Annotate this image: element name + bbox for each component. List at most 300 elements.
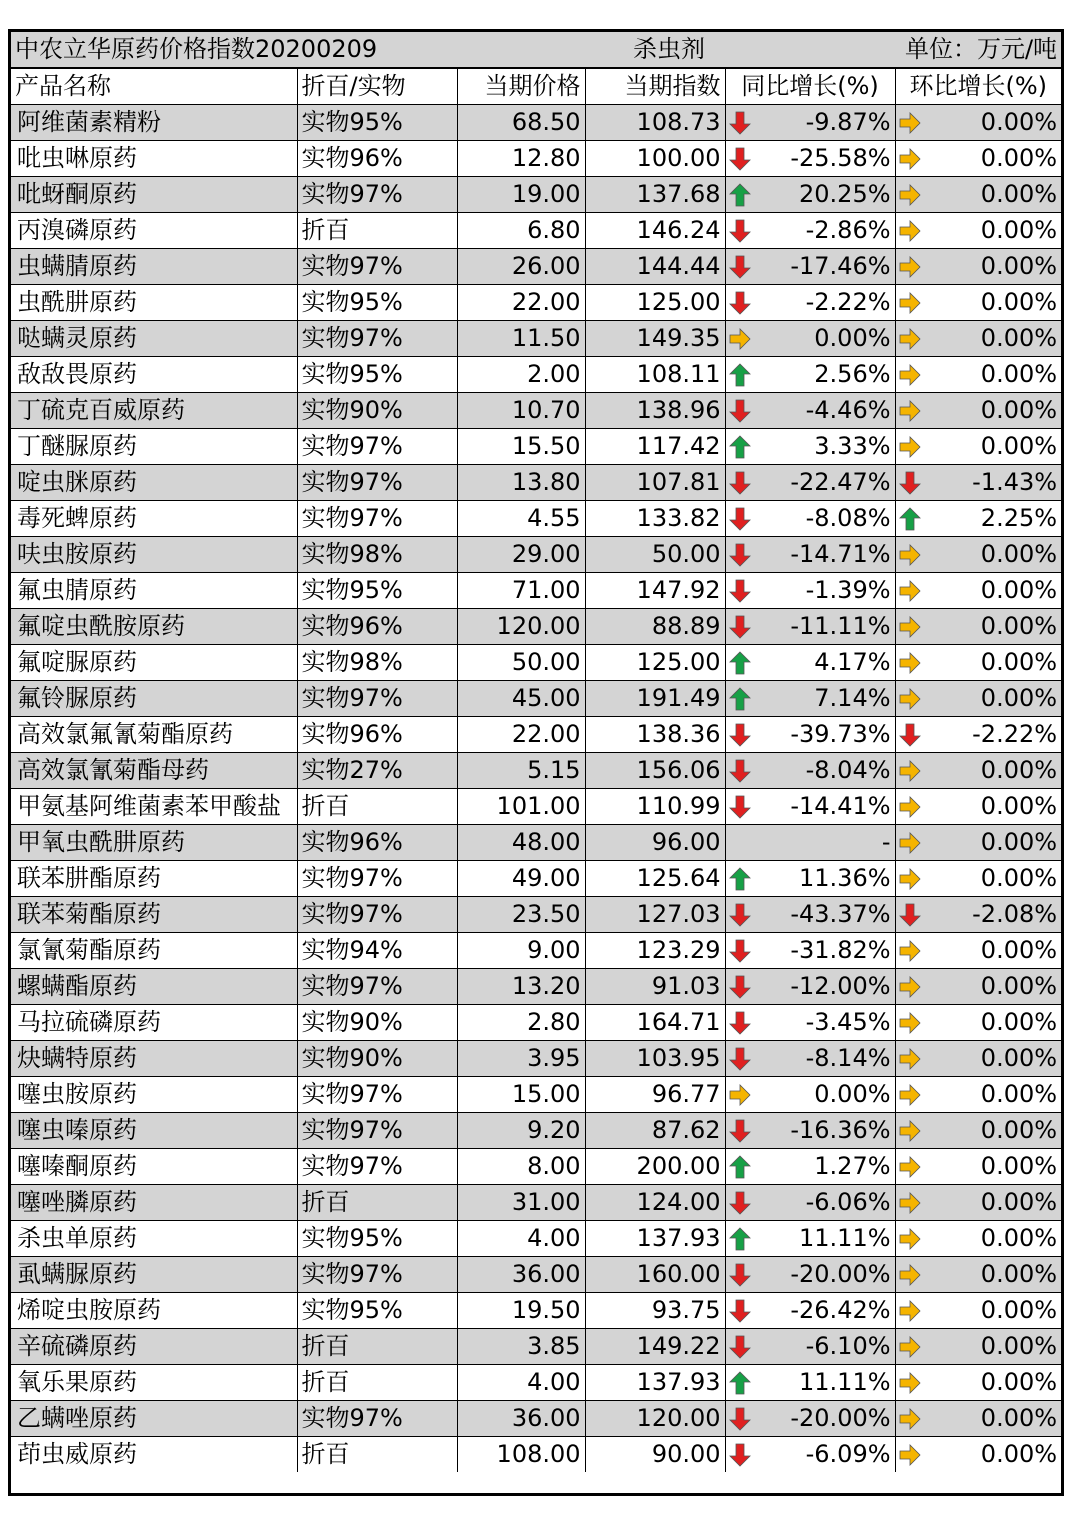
arrow-down-icon <box>725 1293 753 1329</box>
mom-change: 0.00% <box>923 1401 1061 1437</box>
table-row <box>11 1401 1061 1437</box>
arrow-right-icon <box>895 1041 923 1077</box>
current-index: 146.24 <box>585 213 725 249</box>
arrow-down-icon <box>895 897 923 933</box>
current-index: 124.00 <box>585 1185 725 1221</box>
yoy-change: 11.11% <box>753 1221 895 1257</box>
current-index: 149.35 <box>585 321 725 357</box>
current-price: 2.00 <box>457 357 585 393</box>
yoy-change: -25.58% <box>753 141 895 177</box>
product-name: 高效氯氟氰菊酯原药 <box>11 717 297 753</box>
current-price: 15.00 <box>457 1077 585 1113</box>
mom-change: 0.00% <box>923 789 1061 825</box>
arrow-up-icon <box>725 681 753 717</box>
yoy-change: -16.36% <box>753 1113 895 1149</box>
arrow-down-icon <box>725 537 753 573</box>
table-row <box>11 1041 1061 1077</box>
current-price: 26.00 <box>457 249 585 285</box>
arrow-down-icon <box>725 753 753 789</box>
current-index: 147.92 <box>585 573 725 609</box>
table-row <box>11 609 1061 645</box>
arrow-up-icon <box>725 1149 753 1185</box>
product-name: 氟虫腈原药 <box>11 573 297 609</box>
current-index: 137.93 <box>585 1221 725 1257</box>
current-price: 120.00 <box>457 609 585 645</box>
spec: 折百 <box>297 789 457 825</box>
yoy-change: 20.25% <box>753 177 895 213</box>
mom-change: 0.00% <box>923 1185 1061 1221</box>
arrow-right-icon <box>895 1005 923 1041</box>
spec: 实物96% <box>297 825 457 861</box>
product-name: 高效氯氰菊酯母药 <box>11 753 297 789</box>
arrow-right-icon <box>895 1113 923 1149</box>
product-name: 丙溴磷原药 <box>11 213 297 249</box>
spec: 实物97% <box>297 429 457 465</box>
arrow-right-icon <box>895 213 923 249</box>
yoy-change: -12.00% <box>753 969 895 1005</box>
table-row <box>11 897 1061 933</box>
table-row <box>11 933 1061 969</box>
arrow-right-icon <box>895 681 923 717</box>
product-name: 马拉硫磷原药 <box>11 1005 297 1041</box>
yoy-change: -8.14% <box>753 1041 895 1077</box>
current-index: 96.77 <box>585 1077 725 1113</box>
title-row <box>11 32 1061 68</box>
table-row <box>11 1221 1061 1257</box>
yoy-change: -20.00% <box>753 1257 895 1293</box>
table-row <box>11 1365 1061 1401</box>
table-row <box>11 177 1061 213</box>
mom-change: 0.00% <box>923 573 1061 609</box>
spec: 实物96% <box>297 141 457 177</box>
arrow-down-icon <box>895 717 923 753</box>
product-name: 甲氧虫酰肼原药 <box>11 825 297 861</box>
spec: 实物95% <box>297 105 457 141</box>
arrow-down-icon <box>725 285 753 321</box>
spec: 实物97% <box>297 1149 457 1185</box>
yoy-change: -26.42% <box>753 1293 895 1329</box>
current-index: 137.93 <box>585 1365 725 1401</box>
table-row <box>11 789 1061 825</box>
current-index: 191.49 <box>585 681 725 717</box>
product-name: 杀虫单原药 <box>11 1221 297 1257</box>
current-index: 160.00 <box>585 1257 725 1293</box>
product-name: 炔螨特原药 <box>11 1041 297 1077</box>
yoy-change: -4.46% <box>753 393 895 429</box>
yoy-change: -8.04% <box>753 753 895 789</box>
current-price: 36.00 <box>457 1401 585 1437</box>
header-name: 产品名称 <box>11 68 297 105</box>
mom-change: 0.00% <box>923 1149 1061 1185</box>
product-name: 敌敌畏原药 <box>11 357 297 393</box>
spec: 实物96% <box>297 717 457 753</box>
current-index: 138.96 <box>585 393 725 429</box>
spec: 实物27% <box>297 753 457 789</box>
arrow-right-icon <box>895 609 923 645</box>
current-price: 19.00 <box>457 177 585 213</box>
unit-label: 单位：万元/吨 <box>753 32 1061 68</box>
spec: 实物97% <box>297 177 457 213</box>
yoy-change: -39.73% <box>753 717 895 753</box>
product-name: 啶虫脒原药 <box>11 465 297 501</box>
product-name: 虱螨脲原药 <box>11 1257 297 1293</box>
mom-change: 0.00% <box>923 213 1061 249</box>
product-name: 联苯肼酯原药 <box>11 861 297 897</box>
current-price: 48.00 <box>457 825 585 861</box>
current-index: 149.22 <box>585 1329 725 1365</box>
price-index-table <box>8 29 1064 1496</box>
spec: 实物94% <box>297 933 457 969</box>
spec: 实物95% <box>297 573 457 609</box>
current-price: 29.00 <box>457 537 585 573</box>
current-index: 108.73 <box>585 105 725 141</box>
current-price: 13.80 <box>457 465 585 501</box>
spec: 折百 <box>297 213 457 249</box>
mom-change: 0.00% <box>923 933 1061 969</box>
header-yoy: 同比增长(%) <box>725 68 895 105</box>
arrow-right-icon <box>725 1077 753 1113</box>
mom-change: 0.00% <box>923 537 1061 573</box>
product-name: 丁硫克百威原药 <box>11 393 297 429</box>
table-row <box>11 1185 1061 1221</box>
spec: 实物95% <box>297 1293 457 1329</box>
table-row <box>11 321 1061 357</box>
product-name: 辛硫磷原药 <box>11 1329 297 1365</box>
table-row <box>11 501 1061 537</box>
yoy-change: 3.33% <box>753 429 895 465</box>
current-index: 103.95 <box>585 1041 725 1077</box>
current-price: 108.00 <box>457 1437 585 1473</box>
yoy-change: -6.06% <box>753 1185 895 1221</box>
current-index: 87.62 <box>585 1113 725 1149</box>
current-price: 3.85 <box>457 1329 585 1365</box>
spec: 实物95% <box>297 357 457 393</box>
table-row <box>11 1329 1061 1365</box>
table-row <box>11 861 1061 897</box>
product-name: 乙螨唑原药 <box>11 1401 297 1437</box>
product-name: 毒死蜱原药 <box>11 501 297 537</box>
mom-change: 0.00% <box>923 1257 1061 1293</box>
table-row <box>11 105 1061 141</box>
mom-change: 0.00% <box>923 753 1061 789</box>
table-row <box>11 537 1061 573</box>
current-price: 36.00 <box>457 1257 585 1293</box>
arrow-up-icon <box>725 861 753 897</box>
current-price: 3.95 <box>457 1041 585 1077</box>
yoy-change: 11.11% <box>753 1365 895 1401</box>
spec: 实物97% <box>297 897 457 933</box>
current-price: 5.15 <box>457 753 585 789</box>
spec: 实物97% <box>297 1257 457 1293</box>
header-index: 当期指数 <box>585 68 725 105</box>
yoy-change: -2.22% <box>753 285 895 321</box>
header-mom: 环比增长(%) <box>895 68 1061 105</box>
arrow-up-icon <box>725 429 753 465</box>
arrow-down-icon <box>725 1185 753 1221</box>
mom-change: 0.00% <box>923 1077 1061 1113</box>
arrow-right-icon <box>895 753 923 789</box>
product-name: 虫螨腈原药 <box>11 249 297 285</box>
arrow-right-icon <box>895 1185 923 1221</box>
current-index: 125.00 <box>585 285 725 321</box>
mom-change: 2.25% <box>923 501 1061 537</box>
current-price: 71.00 <box>457 573 585 609</box>
current-index: 50.00 <box>585 537 725 573</box>
arrow-up-icon <box>725 1221 753 1257</box>
product-name: 呋虫胺原药 <box>11 537 297 573</box>
spec: 实物90% <box>297 1041 457 1077</box>
header-price: 当期价格 <box>457 68 585 105</box>
mom-change: 0.00% <box>923 1113 1061 1149</box>
product-name: 氧乐果原药 <box>11 1365 297 1401</box>
yoy-change: -1.39% <box>753 573 895 609</box>
current-index: 107.81 <box>585 465 725 501</box>
yoy-change: -14.41% <box>753 789 895 825</box>
arrow-up-icon <box>725 177 753 213</box>
mom-change: 0.00% <box>923 1365 1061 1401</box>
arrow-down-icon <box>725 969 753 1005</box>
arrow-down-icon <box>725 1113 753 1149</box>
arrow-right-icon <box>895 1077 923 1113</box>
product-name: 氟铃脲原药 <box>11 681 297 717</box>
current-price: 19.50 <box>457 1293 585 1329</box>
mom-change: 0.00% <box>923 1005 1061 1041</box>
arrow-right-icon <box>895 1329 923 1365</box>
arrow-down-icon <box>895 465 923 501</box>
arrow-down-icon <box>725 717 753 753</box>
spec: 实物96% <box>297 609 457 645</box>
header-spec: 折百/实物 <box>297 68 457 105</box>
arrow-down-icon <box>725 609 753 645</box>
current-price: 4.00 <box>457 1365 585 1401</box>
current-index: 96.00 <box>585 825 725 861</box>
table-row <box>11 645 1061 681</box>
arrow-down-icon <box>725 249 753 285</box>
arrow-up-icon <box>895 501 923 537</box>
current-index: 133.82 <box>585 501 725 537</box>
current-index: 88.89 <box>585 609 725 645</box>
product-name: 哒螨灵原药 <box>11 321 297 357</box>
yoy-change: -11.11% <box>753 609 895 645</box>
arrow-right-icon <box>895 1293 923 1329</box>
current-price: 9.20 <box>457 1113 585 1149</box>
yoy-change: -3.45% <box>753 1005 895 1041</box>
spec: 实物90% <box>297 1005 457 1041</box>
yoy-change: -17.46% <box>753 249 895 285</box>
yoy-change: -6.10% <box>753 1329 895 1365</box>
product-name: 氯氰菊酯原药 <box>11 933 297 969</box>
product-name: 噻虫嗪原药 <box>11 1113 297 1149</box>
arrow-right-icon <box>895 1221 923 1257</box>
spec: 实物97% <box>297 1113 457 1149</box>
yoy-change: 11.36% <box>753 861 895 897</box>
table-row <box>11 681 1061 717</box>
arrow-down-icon <box>725 1041 753 1077</box>
yoy-change: -6.09% <box>753 1437 895 1473</box>
arrow-right-icon <box>895 357 923 393</box>
arrow-right-icon <box>895 1401 923 1437</box>
mom-change: 0.00% <box>923 1041 1061 1077</box>
arrow-right-icon <box>895 933 923 969</box>
product-name: 螺螨酯原药 <box>11 969 297 1005</box>
current-price: 23.50 <box>457 897 585 933</box>
mom-change: 0.00% <box>923 357 1061 393</box>
current-index: 137.68 <box>585 177 725 213</box>
arrow-down-icon <box>725 897 753 933</box>
spec: 折百 <box>297 1329 457 1365</box>
table-row <box>11 825 1061 861</box>
current-index: 120.00 <box>585 1401 725 1437</box>
arrow-right-icon <box>895 969 923 1005</box>
yoy-change: -9.87% <box>753 105 895 141</box>
mom-change: 0.00% <box>980 1440 1058 1468</box>
arrow-right-icon <box>895 1437 923 1473</box>
yoy-change: 4.17% <box>753 645 895 681</box>
mom-change: 0.00% <box>923 177 1061 213</box>
mom-change: 0.00% <box>923 1329 1061 1365</box>
arrow-right-icon <box>895 1149 923 1185</box>
arrow-down-icon <box>725 213 753 249</box>
arrow-down-icon <box>725 393 753 429</box>
arrow-up-icon <box>725 357 753 393</box>
product-name: 甲氨基阿维菌素苯甲酸盐 <box>11 789 297 825</box>
current-price: 2.80 <box>457 1005 585 1041</box>
yoy-change: -2.86% <box>753 213 895 249</box>
arrow-down-icon <box>725 465 753 501</box>
spec: 实物97% <box>297 465 457 501</box>
current-price: 101.00 <box>457 789 585 825</box>
current-index: 91.03 <box>585 969 725 1005</box>
spec: 实物97% <box>297 321 457 357</box>
arrow-right-icon <box>895 645 923 681</box>
mom-change: 0.00% <box>923 285 1061 321</box>
current-price: 49.00 <box>457 861 585 897</box>
table-row <box>11 1437 1061 1473</box>
yoy-change: -8.08% <box>753 501 895 537</box>
table-row <box>11 357 1061 393</box>
arrow-right-icon <box>725 321 753 357</box>
spec: 实物97% <box>297 969 457 1005</box>
table-row <box>11 1293 1061 1329</box>
product-name: 氟啶脲原药 <box>11 645 297 681</box>
table-row <box>11 393 1061 429</box>
product-name: 噻虫胺原药 <box>11 1077 297 1113</box>
mom-change: 0.00% <box>923 1293 1061 1329</box>
current-price: 11.50 <box>457 321 585 357</box>
current-price: 15.50 <box>457 429 585 465</box>
current-price: 68.50 <box>457 105 585 141</box>
mom-change: -1.43% <box>923 465 1061 501</box>
arrow-down-icon <box>725 789 753 825</box>
mom-change: 0.00% <box>923 321 1061 357</box>
table-row <box>11 1257 1061 1293</box>
report-title: 中农立华原药价格指数20200209 <box>11 32 585 68</box>
arrow-down-icon <box>725 1437 753 1473</box>
arrow-right-icon <box>895 105 923 141</box>
spec: 折百 <box>297 1185 457 1221</box>
arrow-right-icon <box>895 825 923 861</box>
product-name: 联苯菊酯原药 <box>11 897 297 933</box>
yoy-change: -31.82% <box>753 933 895 969</box>
current-price: 12.80 <box>457 141 585 177</box>
yoy-change: 2.56% <box>753 357 895 393</box>
spec: 实物97% <box>297 1077 457 1113</box>
current-index: 100.00 <box>585 141 725 177</box>
mom-change: -2.22% <box>923 717 1061 753</box>
mom-change: 0.00% <box>923 105 1061 141</box>
arrow-down-icon <box>725 933 753 969</box>
table-row <box>11 285 1061 321</box>
spec: 折百 <box>297 1437 457 1473</box>
table-row <box>11 1077 1061 1113</box>
table-row <box>11 753 1061 789</box>
current-price: 31.00 <box>457 1185 585 1221</box>
current-index: 200.00 <box>585 1149 725 1185</box>
arrow-right-icon <box>895 1365 923 1401</box>
product-name: 烯啶虫胺原药 <box>11 1293 297 1329</box>
arrow-down-icon <box>725 105 753 141</box>
spec: 实物97% <box>297 681 457 717</box>
current-index: 90.00 <box>585 1437 725 1473</box>
current-price: 22.00 <box>457 285 585 321</box>
table-row <box>11 465 1061 501</box>
arrow-up-icon <box>725 645 753 681</box>
current-index: 127.03 <box>585 897 725 933</box>
mom-change: 0.00% <box>923 969 1061 1005</box>
table-row <box>11 1149 1061 1185</box>
spec: 实物98% <box>297 537 457 573</box>
current-price: 45.00 <box>457 681 585 717</box>
table-row <box>11 213 1061 249</box>
spec: 实物95% <box>297 285 457 321</box>
arrow-down-icon <box>725 573 753 609</box>
yoy-change: -14.71% <box>753 537 895 573</box>
category-label: 杀虫剂 <box>585 32 753 68</box>
product-name: 吡蚜酮原药 <box>11 177 297 213</box>
current-price: 50.00 <box>457 645 585 681</box>
spec: 实物97% <box>297 1401 457 1437</box>
spec: 实物97% <box>297 501 457 537</box>
product-name: 噻唑膦原药 <box>11 1185 297 1221</box>
arrow-right-icon <box>895 537 923 573</box>
product-name: 虫酰肼原药 <box>11 285 297 321</box>
arrow-right-icon <box>895 1257 923 1293</box>
product-name: 阿维菌素精粉 <box>11 105 297 141</box>
yoy-change: 0.00% <box>753 1077 895 1113</box>
current-price: 4.00 <box>457 1221 585 1257</box>
yoy-change: 7.14% <box>753 681 895 717</box>
yoy-change: 0.00% <box>753 321 895 357</box>
current-price: 4.55 <box>457 501 585 537</box>
current-price: 6.80 <box>457 213 585 249</box>
arrow-up-icon <box>725 1365 753 1401</box>
arrow-right-icon <box>895 321 923 357</box>
arrow-right-icon <box>895 249 923 285</box>
current-price: 22.00 <box>457 717 585 753</box>
arrow-right-icon <box>895 789 923 825</box>
current-index: 123.29 <box>585 933 725 969</box>
current-index: 93.75 <box>585 1293 725 1329</box>
product-name: 吡虫啉原药 <box>11 141 297 177</box>
table-row <box>11 717 1061 753</box>
current-index: 110.99 <box>585 789 725 825</box>
yoy-change: -22.47% <box>753 465 895 501</box>
table-row <box>11 141 1061 177</box>
spec: 实物97% <box>297 861 457 897</box>
arrow-down-icon <box>725 1005 753 1041</box>
current-index: 156.06 <box>585 753 725 789</box>
arrow-down-icon <box>725 1329 753 1365</box>
